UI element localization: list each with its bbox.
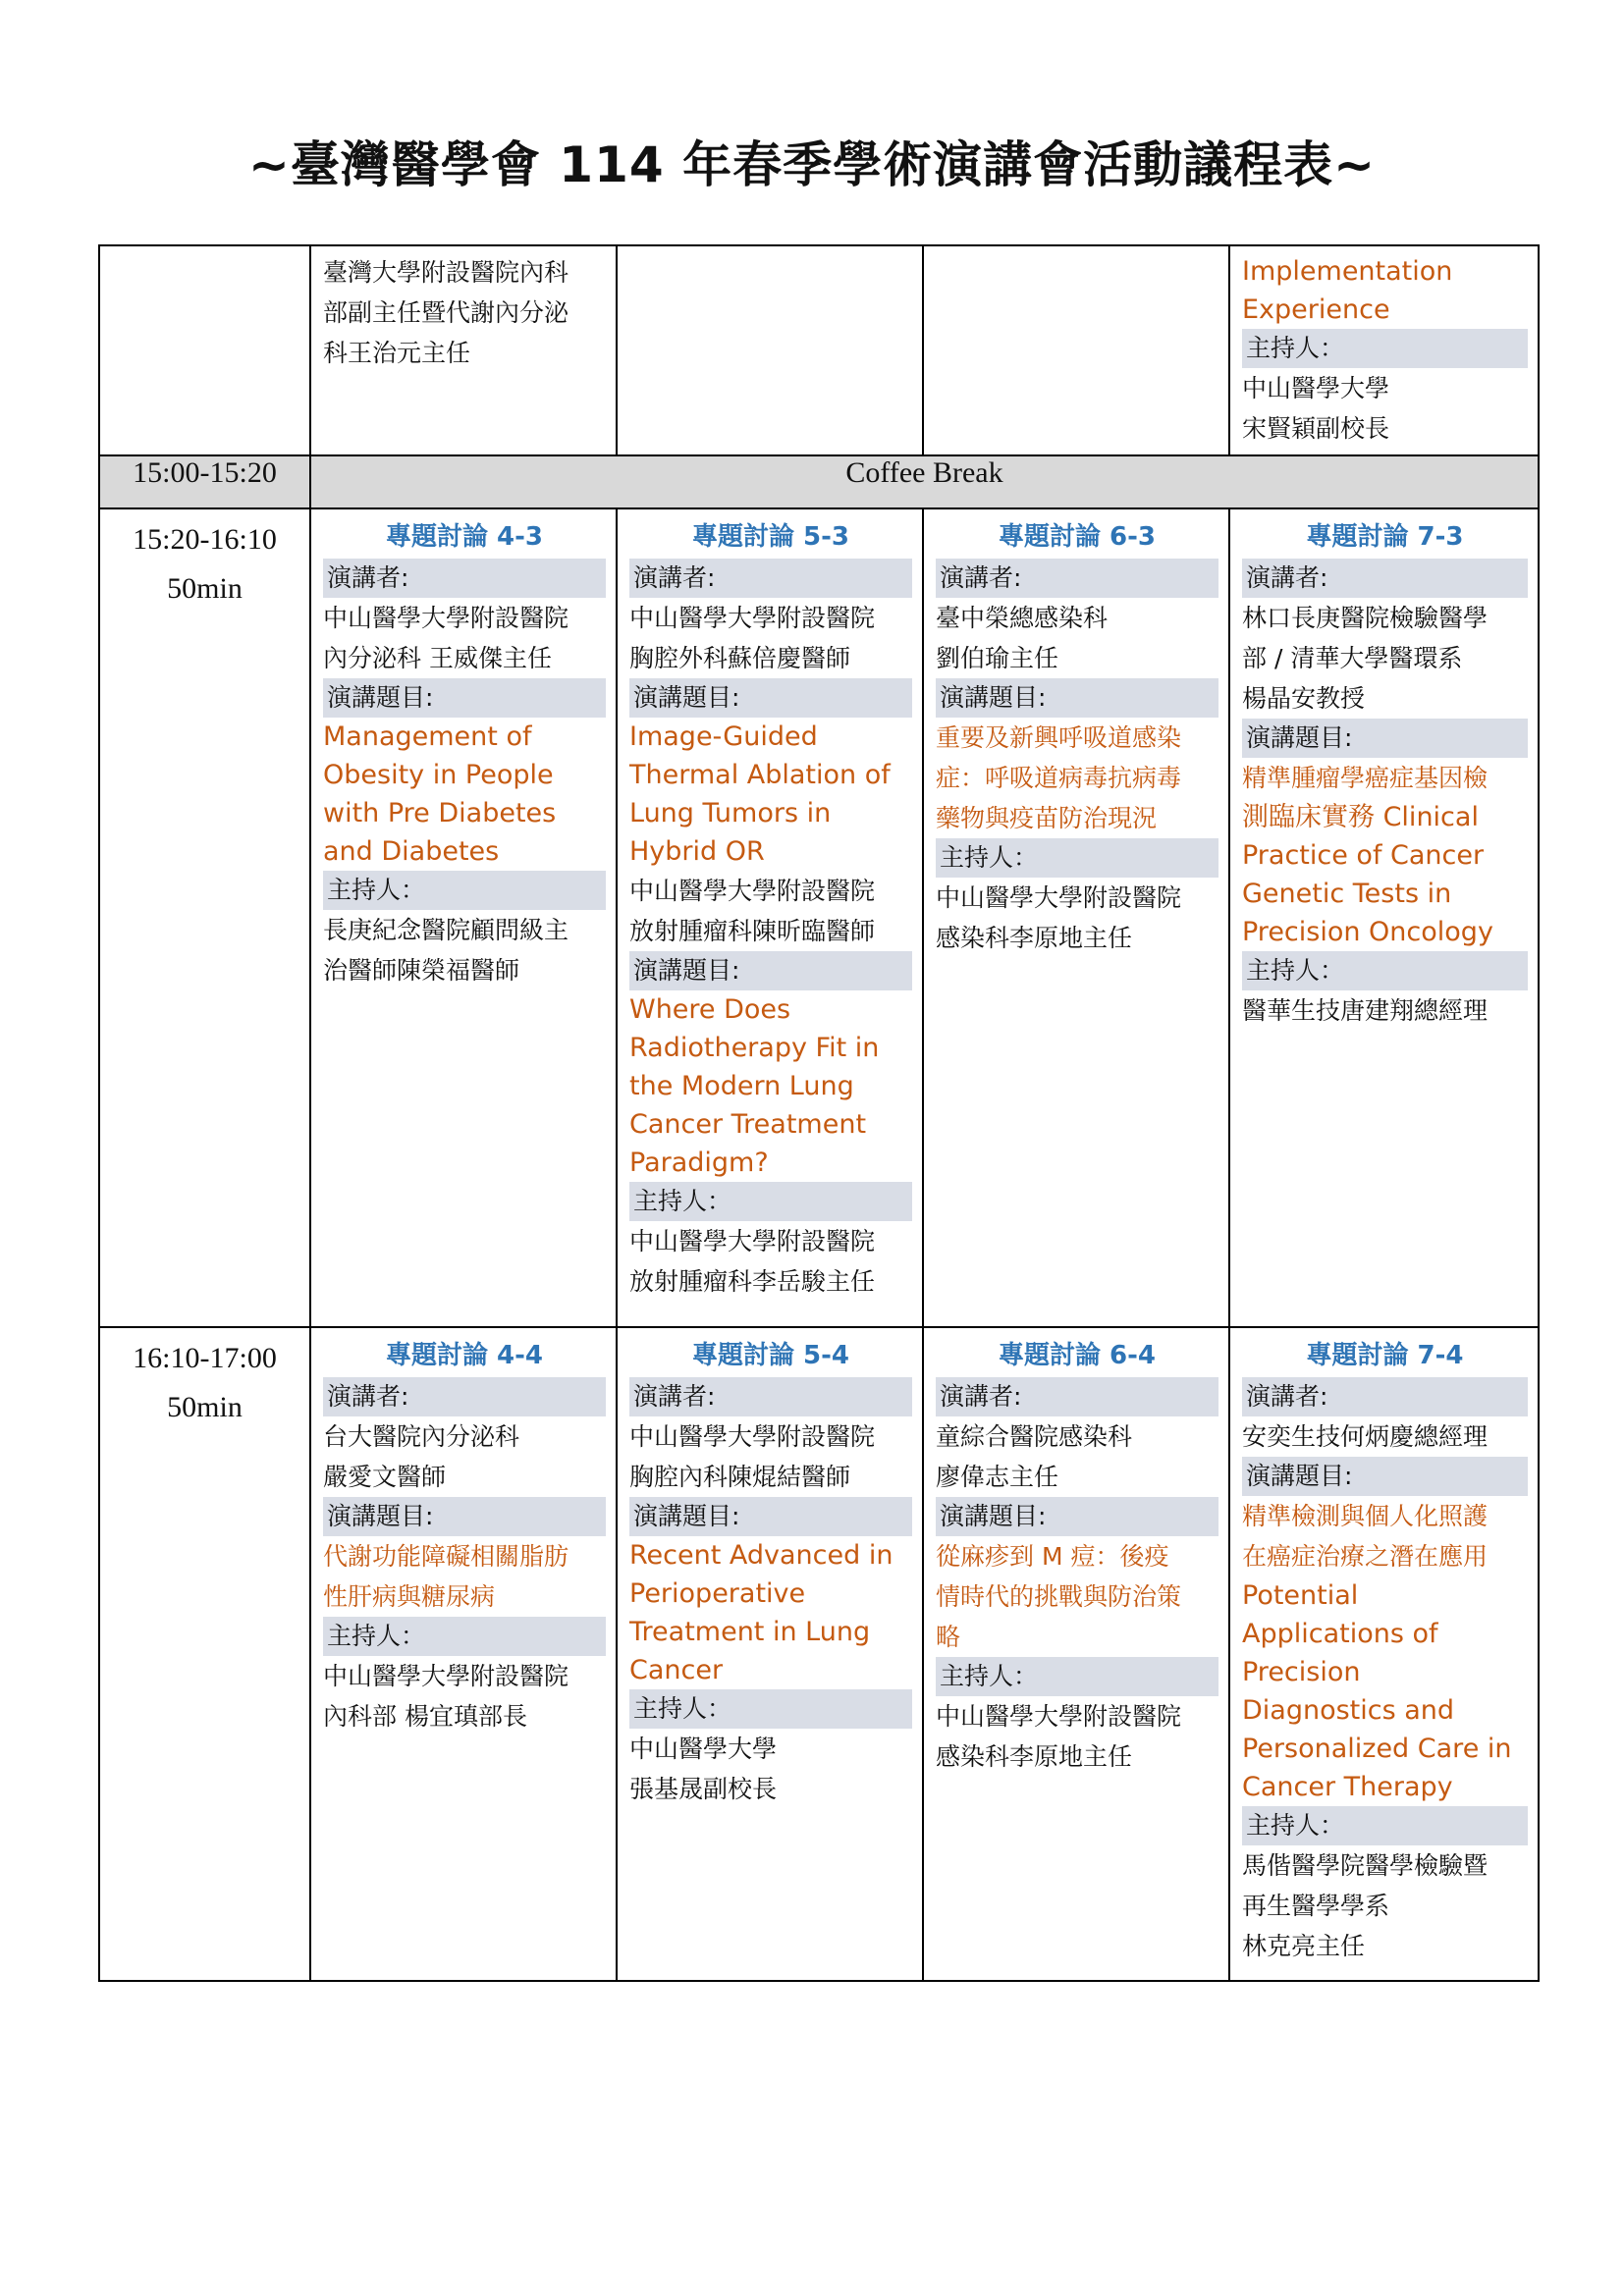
speaker-line: 台大醫院內分泌科 xyxy=(323,1422,520,1451)
topic-line: 從麻疹到 M 痘：後疫 xyxy=(936,1542,1169,1571)
topic-line: 精準腫瘤學癌症基因檢 xyxy=(1242,764,1489,792)
topic-line: Personalized Care in xyxy=(1242,1734,1512,1764)
page-title: ~臺灣醫學會 114 年春季學術演講會活動議程表~ xyxy=(248,136,1376,193)
host-line: 醫華生技唐建翔總經理 xyxy=(1242,996,1489,1025)
topic-line: Experience xyxy=(1242,294,1390,325)
speaker-line: 嚴愛文醫師 xyxy=(323,1463,447,1491)
topic-label: 演講題目: xyxy=(323,1497,606,1536)
topic-line: Cancer xyxy=(629,1655,724,1685)
speaker-line: 科王治元主任 xyxy=(323,339,471,367)
topic-line: Recent Advanced in xyxy=(629,1540,893,1571)
session-cell xyxy=(310,245,617,455)
topic-line: 重要及新興呼吸道感染 xyxy=(936,723,1182,752)
topic-line: Genetic Tests in xyxy=(1242,879,1452,909)
session-cell xyxy=(310,1327,617,1981)
section-heading: 專題討論 5-4 xyxy=(691,1341,850,1370)
speaker-label: 演講者: xyxy=(936,1377,1218,1416)
speaker-line: 林口長庚醫院檢驗醫學 xyxy=(1242,604,1489,632)
host-line: 張基晟副校長 xyxy=(629,1775,778,1803)
session-duration: 50min xyxy=(167,1391,243,1423)
host-line: 中山醫學大學附設醫院 xyxy=(936,1702,1182,1731)
host-label: 主持人： xyxy=(936,838,1218,878)
time-cell xyxy=(99,1327,310,1981)
topic-line: 測臨床實務 Clinical xyxy=(1242,802,1479,832)
section-heading: 專題討論 5-3 xyxy=(691,522,850,552)
speaker-line: 內分泌科 王威傑主任 xyxy=(323,644,552,672)
speaker-line: 部 / 清華大學醫環系 xyxy=(1242,644,1463,672)
speaker-line: 臺中榮總感染科 xyxy=(936,604,1109,632)
topic-label: 演講題目: xyxy=(936,1497,1218,1536)
speaker-label: 演講者: xyxy=(1242,559,1528,598)
topic-label: 演講題目: xyxy=(936,678,1218,718)
host-line: 長庚紀念醫院顧問級主 xyxy=(323,916,569,944)
session-cell xyxy=(1229,245,1539,455)
topic-label: 演講題目: xyxy=(629,1497,912,1536)
speaker-label: 演講者: xyxy=(936,559,1218,598)
topic-line: Precision Oncology xyxy=(1242,917,1493,947)
table-row xyxy=(99,508,1539,1327)
topic-line: Treatment in Lung xyxy=(629,1617,871,1647)
topic-line: Paradigm? xyxy=(629,1148,769,1178)
host-line: 中山醫學大學 xyxy=(629,1735,778,1763)
topic-label: 演講題目: xyxy=(629,951,912,990)
topic-line: Diagnostics and xyxy=(1242,1695,1455,1726)
host-label: 主持人： xyxy=(1242,951,1528,990)
topic-line: 在癌症治療之潛在應用 xyxy=(1242,1542,1489,1571)
section-heading: 專題討論 4-4 xyxy=(385,1341,544,1370)
topic-line: Implementation xyxy=(1242,256,1453,287)
topic-label: 演講題目: xyxy=(629,678,912,718)
host-line: 馬偕醫學院醫學檢驗暨 xyxy=(1242,1851,1489,1880)
topic-line: Where Does xyxy=(629,994,791,1025)
speaker-line: 童綜合醫院感染科 xyxy=(936,1422,1133,1451)
host-label: 主持人： xyxy=(1242,329,1528,368)
speaker-label: 演講者: xyxy=(323,559,606,598)
host-line: 內科部 楊宜瑱部長 xyxy=(323,1702,527,1731)
topic-line: 精準檢測與個人化照護 xyxy=(1242,1502,1489,1530)
topic-line: and Diabetes xyxy=(323,836,500,867)
speaker-line: 楊晶安教授 xyxy=(1242,684,1366,713)
topic-line: Management of xyxy=(323,721,532,752)
table-row xyxy=(99,245,1539,455)
speaker-label: 演講者: xyxy=(323,1377,606,1416)
host-line: 中山醫學大學附設醫院 xyxy=(936,883,1182,912)
session-cell xyxy=(1229,508,1539,1327)
speaker-label: 演講者: xyxy=(1242,1377,1528,1416)
topic-line: 藥物與疫苗防治現況 xyxy=(936,804,1158,832)
host-line: 中山醫學大學 xyxy=(1242,374,1390,402)
host-label: 主持人： xyxy=(936,1657,1218,1696)
host-label: 主持人： xyxy=(323,871,606,910)
session-cell xyxy=(617,1327,923,1981)
host-label: 主持人： xyxy=(629,1689,912,1729)
session-cell xyxy=(617,508,923,1327)
topic-line: 略 xyxy=(936,1623,961,1651)
topic-label: 演講題目: xyxy=(1242,719,1528,758)
session-cell xyxy=(923,245,1229,455)
host-line: 感染科李原地主任 xyxy=(936,924,1133,952)
speaker-line: 胸腔外科蘇倍慶醫師 xyxy=(629,644,851,672)
host-line: 中山醫學大學附設醫院 xyxy=(629,1227,876,1255)
host-line: 放射腫瘤科李岳駿主任 xyxy=(629,1267,876,1296)
section-heading: 專題討論 7-4 xyxy=(1306,1341,1464,1370)
topic-line: Lung Tumors in xyxy=(629,798,832,828)
host-line: 中山醫學大學附設醫院 xyxy=(323,1662,569,1690)
section-heading: 專題討論 7-3 xyxy=(1306,522,1464,552)
topic-line: the Modern Lung xyxy=(629,1071,854,1101)
topic-line: Obesity in People xyxy=(323,760,554,790)
speaker-line: 中山醫學大學附設醫院 xyxy=(629,604,876,632)
speaker-line: 部副主任暨代謝內分泌 xyxy=(323,298,569,327)
session-cell xyxy=(1229,1327,1539,1981)
topic-line: Thermal Ablation of xyxy=(629,760,891,790)
speaker-line: 中山醫學大學附設醫院 xyxy=(323,604,569,632)
topic-line: Practice of Cancer xyxy=(1242,840,1485,871)
coffee-break-label: Coffee Break xyxy=(310,455,1539,508)
speaker-line: 胸腔內科陳焜結醫師 xyxy=(629,1463,851,1491)
section-heading: 專題討論 6-3 xyxy=(998,522,1157,552)
host-label: 主持人： xyxy=(629,1182,912,1221)
host-label: 主持人： xyxy=(1242,1806,1528,1845)
topic-line: Applications of xyxy=(1242,1619,1438,1649)
speaker-label: 演講者: xyxy=(629,1377,912,1416)
session-cell xyxy=(923,508,1229,1327)
topic-line: Cancer Treatment xyxy=(629,1109,867,1140)
session-cell xyxy=(617,245,923,455)
topic-line: 情時代的挑戰與防治策 xyxy=(936,1582,1182,1611)
break-time: 15:00-15:20 xyxy=(99,455,310,508)
topic-line: Potential xyxy=(1242,1580,1359,1611)
topic-line: Cancer Therapy xyxy=(1242,1772,1453,1802)
topic-label: 演講題目: xyxy=(1242,1457,1528,1496)
session-time: 15:20-16:10 xyxy=(133,523,277,556)
topic-line: 症：呼吸道病毒抗病毒 xyxy=(936,764,1182,792)
topic-line: with Pre Diabetes xyxy=(323,798,557,828)
topic-line: 性肝病與糖尿病 xyxy=(323,1582,496,1611)
speaker-line: 臺灣大學附設醫院內科 xyxy=(323,258,569,287)
host-line: 再生醫學學系 xyxy=(1242,1892,1390,1920)
topic-line: Hybrid OR xyxy=(629,836,765,867)
speaker-line: 劉伯瑜主任 xyxy=(936,644,1059,672)
table-row xyxy=(99,1327,1539,1981)
section-heading: 專題討論 4-3 xyxy=(385,522,544,552)
topic-label: 演講題目: xyxy=(323,678,606,718)
host-line: 宋賢穎副校長 xyxy=(1242,414,1390,443)
speaker-line: 廖偉志主任 xyxy=(936,1463,1059,1491)
topic-line: Precision xyxy=(1242,1657,1361,1687)
section-heading: 專題討論 6-4 xyxy=(998,1341,1157,1370)
host-line: 治醫師陳榮福醫師 xyxy=(323,956,520,985)
agenda-table xyxy=(98,244,1540,1982)
session-time: 16:10-17:00 xyxy=(133,1342,277,1374)
topic-line: Perioperative xyxy=(629,1578,806,1609)
speaker-label: 演講者: xyxy=(629,559,912,598)
table-row xyxy=(99,455,1539,508)
host-line: 林克亮主任 xyxy=(1242,1932,1366,1960)
speaker-line: 放射腫瘤科陳昕臨醫師 xyxy=(629,917,876,945)
session-duration: 50min xyxy=(167,572,243,605)
host-line: 感染科李原地主任 xyxy=(936,1742,1133,1771)
topic-line: Radiotherapy Fit in xyxy=(629,1033,880,1063)
host-label: 主持人： xyxy=(323,1617,606,1656)
session-cell xyxy=(923,1327,1229,1981)
session-cell xyxy=(310,508,617,1327)
speaker-line: 安奕生技何炳慶總經理 xyxy=(1242,1422,1489,1451)
topic-line: Image-Guided xyxy=(629,721,818,752)
time-cell xyxy=(99,508,310,1327)
time-cell xyxy=(99,245,310,455)
speaker-line: 中山醫學大學附設醫院 xyxy=(629,877,876,905)
speaker-line: 中山醫學大學附設醫院 xyxy=(629,1422,876,1451)
topic-line: 代謝功能障礙相關脂肪 xyxy=(323,1542,569,1571)
